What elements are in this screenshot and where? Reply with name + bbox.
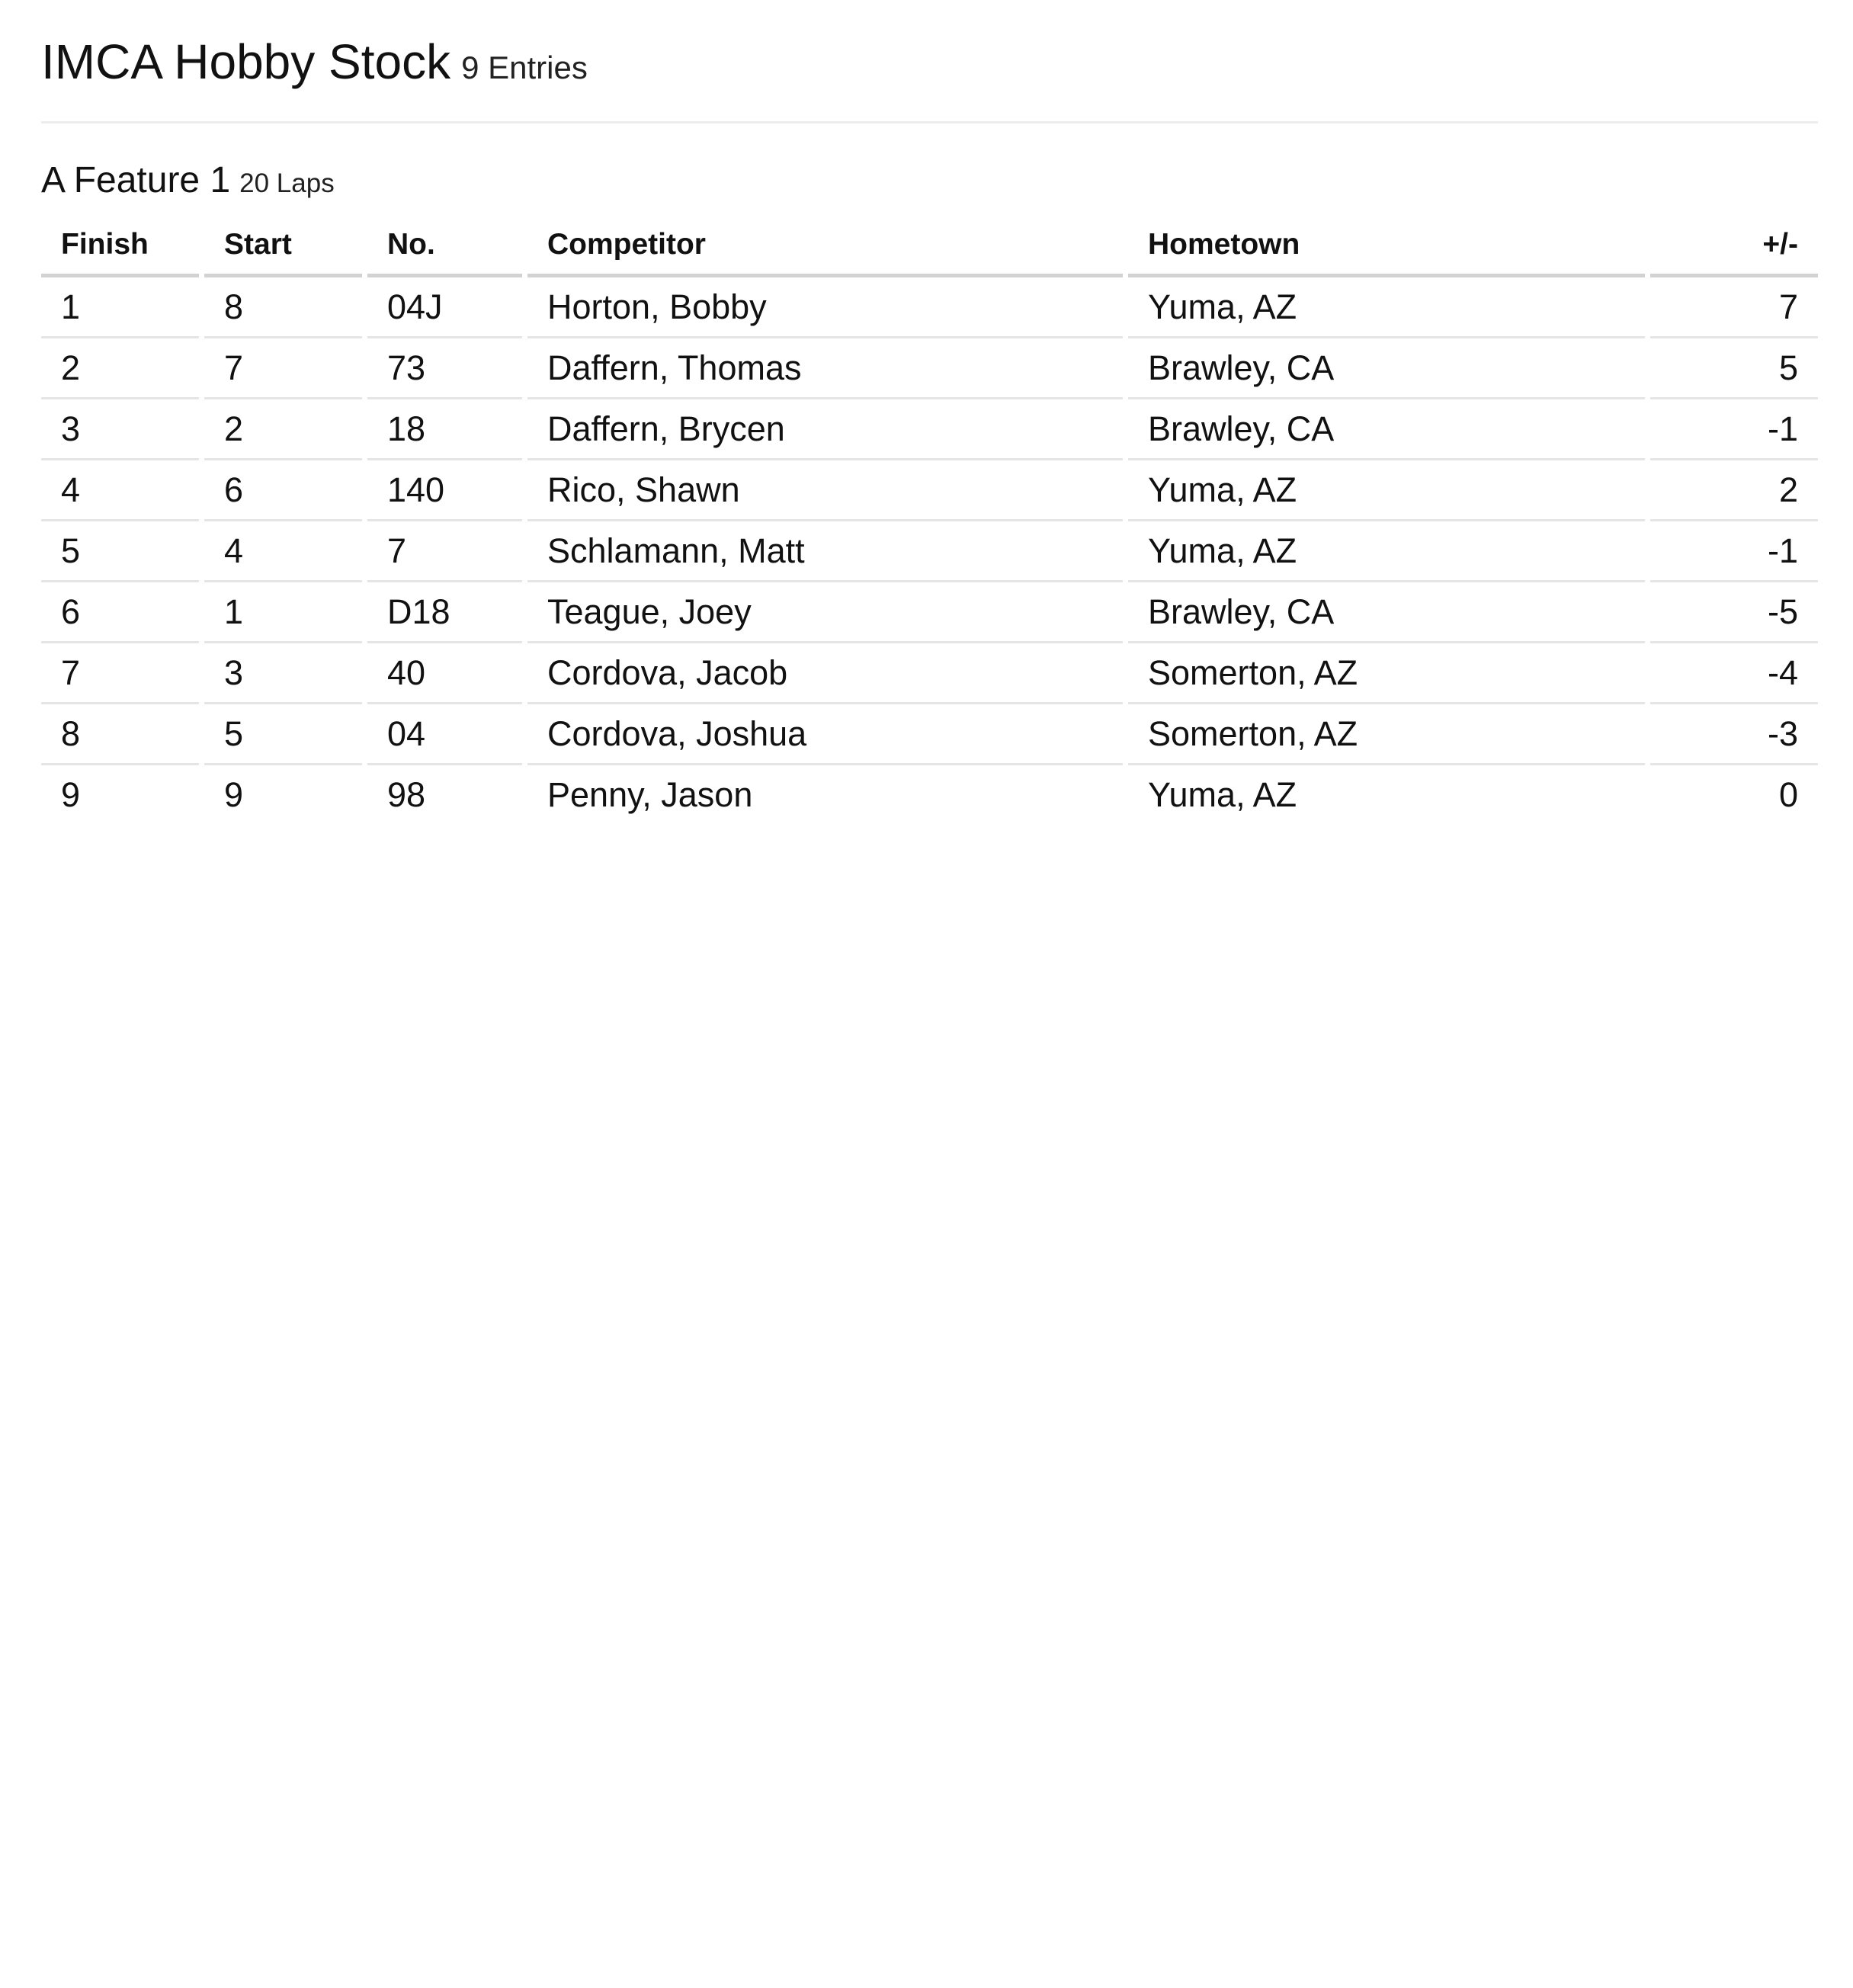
- table-row: [41, 460, 1818, 521]
- competitor-cell: Cordova, Jacob: [527, 643, 1123, 704]
- column-header-number: No.: [367, 215, 522, 277]
- race-name: A Feature 1: [41, 160, 231, 200]
- hometown-cell: Somerton, AZ: [1128, 643, 1645, 704]
- results-table-body: [41, 277, 1818, 824]
- number-cell: 7: [367, 521, 522, 582]
- race-section-title: [41, 159, 1818, 206]
- laps-count: 20 Laps: [239, 168, 335, 198]
- start-cell: 5: [204, 704, 362, 765]
- results-page: [0, 0, 1853, 824]
- finish-cell: 1: [41, 277, 199, 338]
- number-cell: 73: [367, 338, 522, 399]
- start-cell: 9: [224, 774, 244, 814]
- finish-cell: 3: [41, 399, 199, 460]
- finish-cell: 8: [41, 704, 199, 765]
- number-cell: 40: [367, 643, 522, 704]
- column-header-plus-minus: +/-: [1650, 215, 1818, 277]
- plus-minus-cell: -3: [1650, 704, 1818, 765]
- number-cell: 04: [367, 704, 522, 765]
- table-row: [41, 521, 1818, 582]
- hometown-cell: Somerton, AZ: [1128, 704, 1645, 765]
- number-cell: 140: [367, 460, 522, 521]
- plus-minus-cell: 5: [1650, 338, 1818, 399]
- table-row: [41, 582, 1818, 643]
- plus-minus-cell: -1: [1650, 399, 1818, 460]
- competitor-cell: Rico, Shawn: [527, 460, 1123, 521]
- hometown-cell: Yuma, AZ: [1128, 277, 1645, 338]
- plus-minus-cell: -4: [1650, 643, 1818, 704]
- finish-cell: 5: [41, 521, 199, 582]
- hometown-cell: Yuma, AZ: [1148, 774, 1297, 814]
- finish-cell: 9: [61, 774, 81, 814]
- column-header-hometown: Hometown: [1128, 215, 1645, 277]
- finish-cell: 7: [41, 643, 199, 704]
- hometown-cell: Brawley, CA: [1128, 582, 1645, 643]
- table-row: [41, 338, 1818, 399]
- competitor-cell: Horton, Bobby: [527, 277, 1123, 338]
- table-row: [41, 399, 1818, 460]
- table-row: [41, 643, 1818, 704]
- column-header-start: Start: [204, 215, 362, 277]
- number-cell: 04J: [367, 277, 522, 338]
- start-cell: 8: [204, 277, 362, 338]
- hometown-cell: Brawley, CA: [1128, 399, 1645, 460]
- competitor-cell: Penny, Jason: [547, 774, 753, 814]
- table-row: [41, 765, 1818, 824]
- column-header-finish: Finish: [41, 215, 199, 277]
- column-header-competitor: Competitor: [527, 215, 1123, 277]
- header-row: [41, 215, 1818, 277]
- results-table-header: [41, 215, 1818, 277]
- plus-minus-cell: 7: [1650, 277, 1818, 338]
- table-row: [41, 704, 1818, 765]
- plus-minus-cell: -1: [1650, 521, 1818, 582]
- number-cell: 98: [387, 774, 426, 814]
- entries-count: 9 Entries: [461, 50, 588, 85]
- start-cell: 3: [204, 643, 362, 704]
- hometown-cell: Brawley, CA: [1128, 338, 1645, 399]
- start-cell: 4: [204, 521, 362, 582]
- competitor-cell: Schlamann, Matt: [527, 521, 1123, 582]
- hometown-cell: Yuma, AZ: [1128, 521, 1645, 582]
- plus-minus-cell: 0: [1778, 774, 1798, 814]
- competitor-cell: Daffern, Thomas: [527, 338, 1123, 399]
- start-cell: 6: [204, 460, 362, 521]
- finish-cell: 4: [41, 460, 199, 521]
- finish-cell: 6: [41, 582, 199, 643]
- start-cell: 7: [204, 338, 362, 399]
- competitor-cell: Teague, Joey: [527, 582, 1123, 643]
- start-cell: 1: [204, 582, 362, 643]
- plus-minus-cell: -5: [1650, 582, 1818, 643]
- table-row: [41, 277, 1818, 338]
- start-cell: 2: [204, 399, 362, 460]
- competitor-cell: Cordova, Joshua: [527, 704, 1123, 765]
- class-name: IMCA Hobby Stock: [41, 34, 451, 89]
- number-cell: D18: [367, 582, 522, 643]
- title-divider: [41, 121, 1818, 123]
- page-title: [41, 34, 1818, 96]
- hometown-cell: Yuma, AZ: [1128, 460, 1645, 521]
- competitor-cell: Daffern, Brycen: [527, 399, 1123, 460]
- plus-minus-cell: 2: [1650, 460, 1818, 521]
- number-cell: 18: [367, 399, 522, 460]
- finish-cell: 2: [41, 338, 199, 399]
- results-table: [36, 215, 1823, 824]
